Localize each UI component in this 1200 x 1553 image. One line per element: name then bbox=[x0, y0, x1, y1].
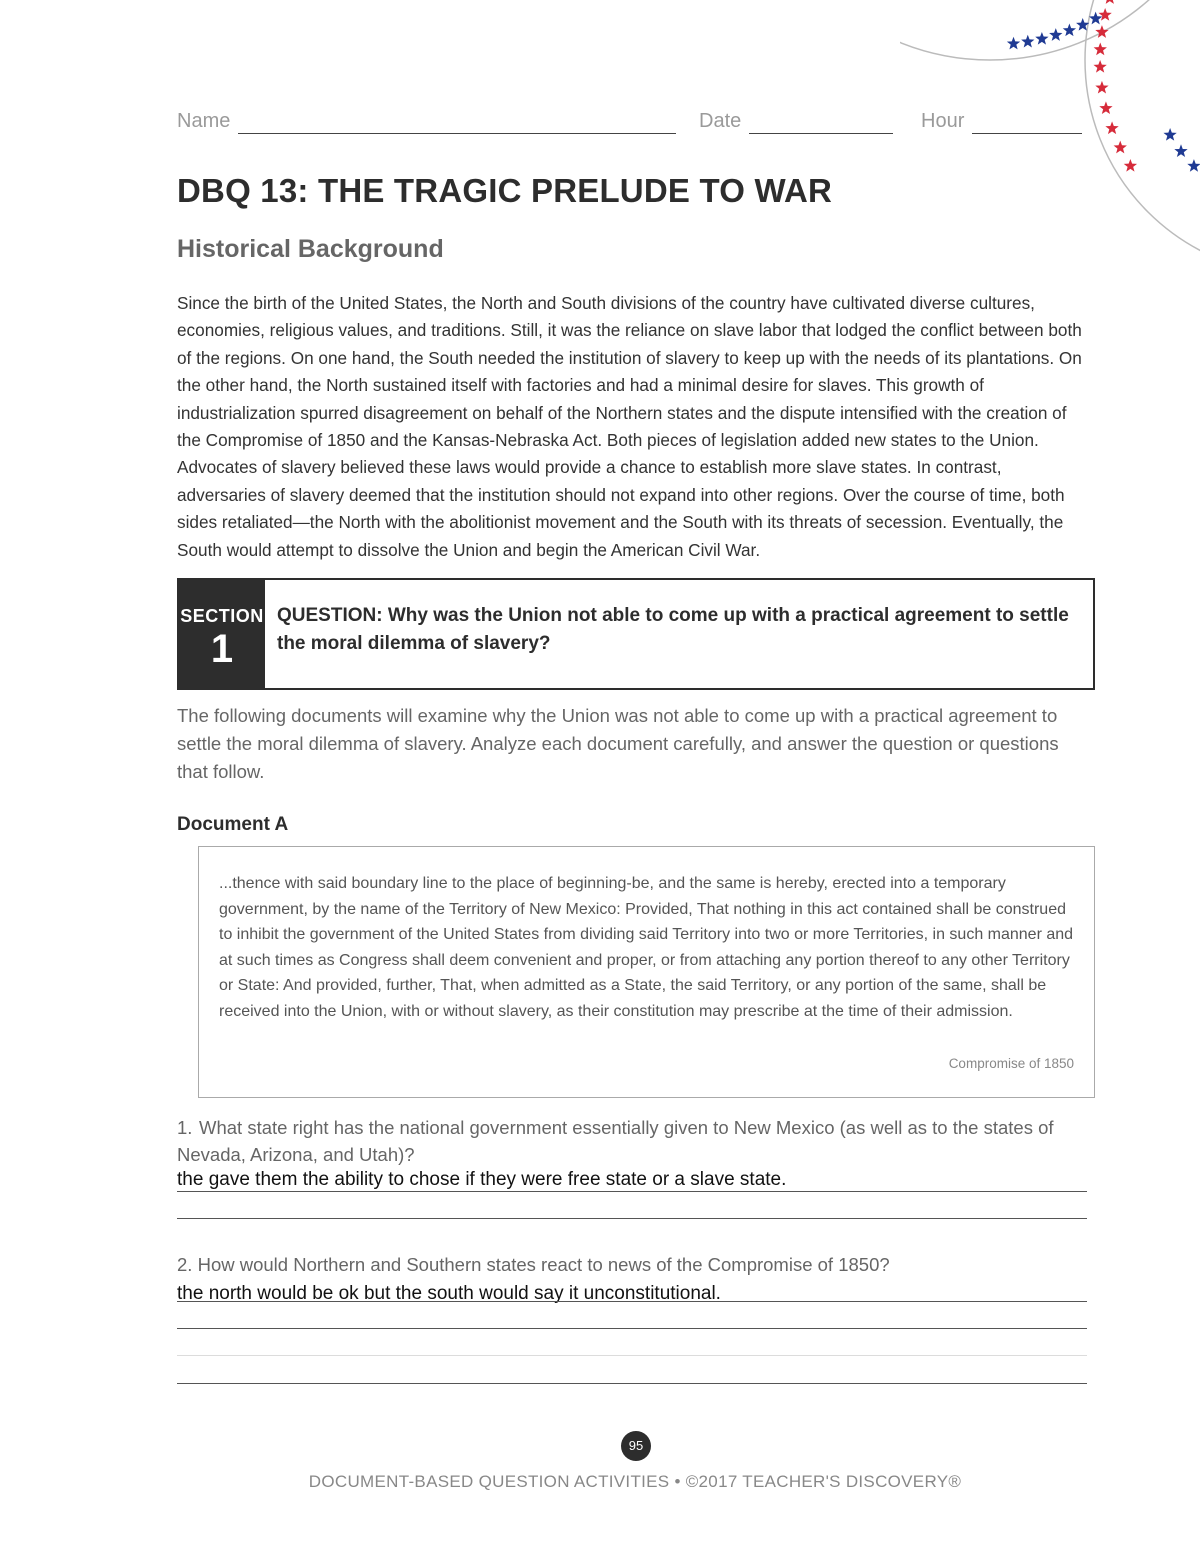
page-title: DBQ 13: THE TRAGIC PRELUDE TO WAR bbox=[177, 172, 833, 209]
star-icon bbox=[1094, 43, 1107, 56]
section-number: 1 bbox=[210, 627, 234, 671]
star-icon bbox=[1099, 101, 1112, 114]
star-icon bbox=[1063, 24, 1076, 37]
star-icon bbox=[1035, 32, 1048, 45]
section-question: QUESTION: Why was the Union not able to come up with a practical agreement to settle the moral dilemma of slavery? bbox=[277, 605, 1069, 654]
answer-1-line-2[interactable] bbox=[177, 1218, 1087, 1219]
hour-line[interactable] bbox=[972, 110, 1082, 134]
name-label: Name bbox=[177, 110, 231, 132]
star-icon bbox=[1124, 159, 1137, 172]
question-1-text: What state right has the national government essentially given to New Mexico (as well as to the states of Nevada, Arizona, and Utah)? bbox=[177, 1117, 1054, 1165]
star-icon bbox=[1114, 141, 1127, 154]
star-icon bbox=[1049, 28, 1062, 41]
question-2 bbox=[177, 1251, 890, 1278]
answer-2-line-4[interactable] bbox=[177, 1383, 1087, 1384]
section-word: SECTION bbox=[180, 606, 264, 626]
section-tab bbox=[179, 580, 265, 688]
star-icon bbox=[1187, 159, 1200, 172]
star-icon bbox=[1093, 60, 1106, 73]
date-line[interactable] bbox=[749, 110, 893, 134]
footer-text: DOCUMENT-BASED QUESTION ACTIVITIES • ©2017 TEACHER'S DISCOVERY® bbox=[308, 1472, 962, 1491]
star-icon bbox=[1105, 121, 1118, 134]
hour-label: Hour bbox=[921, 110, 965, 132]
document-a-source: Compromise of 1850 bbox=[948, 1056, 1074, 1071]
question-1 bbox=[177, 1114, 1087, 1168]
star-icon bbox=[1021, 35, 1034, 48]
stars-decoration bbox=[900, 0, 1200, 300]
document-a-text: ...thence with said boundary line to the place of beginning-be, and the same is hereby, erected into a temporary government, by the name of the Territory of New Mexico: Provided, That nothing in this act contained shall be construed to inhibit the government of the United States from dividing said Territory into two or more Territories, in such manner and at such times as Congress shall deem convenient and proper, or from attaching any portion thereof to any other Territory or State: And provided, further, That, when admitted as a State, the said Territory, or any portion of the same, shall be received into the Union, with or without slavery, as their constitution may prescribe at the time of their admission. bbox=[219, 875, 1074, 1020]
star-icon bbox=[1174, 144, 1187, 157]
document-a-box bbox=[198, 846, 1095, 1098]
answer-2-line-1[interactable] bbox=[177, 1301, 1087, 1302]
date-label: Date bbox=[699, 110, 742, 132]
question-2-text: How would Northern and Southern states react to news of the Compromise of 1850? bbox=[197, 1254, 890, 1275]
name-field[interactable] bbox=[177, 108, 676, 134]
section-question-box bbox=[177, 578, 1095, 690]
answer-2-line-2[interactable] bbox=[177, 1328, 1087, 1329]
question-2-number: 2. bbox=[177, 1254, 193, 1275]
star-icon bbox=[1095, 81, 1108, 94]
answer-2-line-3[interactable] bbox=[177, 1355, 1087, 1356]
answer-2-text[interactable]: the north would be ok but the south would say it unconstitutional. bbox=[177, 1283, 721, 1304]
answer-1-line-1[interactable] bbox=[177, 1191, 1087, 1192]
background-paragraph: Since the birth of the United States, the North and South divisions of the country have cultivated diverse cultures, economies, religious values, and traditions. Still, it was the reliance on slave labor that lodged the conflict between both of the regions. On one hand, the South needed the institution of slavery to keep up with the needs of its plantations. On the other hand, the North sustained itself with factories and had a minimal desire for slaves. This growth of industrialization spurred disagreement on behalf of the Northern states and the dispute intensified with the creation of the Compromise of 1850 and the Kansas-Nebraska Act. Both pieces of legislation added new states to the Union. Advocates of slavery believed these laws would provide a chance to establish more slave states. In contrast, adversaries of slavery deemed that the institution should not expand into other regions. Over the course of time, both sides retaliated—the North with the abolitionist movement and the South with its threats of secession. Eventually, the South would attempt to dissolve the Union and begin the American Civil War. bbox=[177, 293, 1082, 560]
page-number: 95 bbox=[621, 1431, 651, 1461]
name-line[interactable] bbox=[238, 110, 676, 134]
date-field[interactable] bbox=[699, 108, 893, 134]
page-subtitle: Historical Background bbox=[177, 235, 444, 263]
header-fields bbox=[177, 108, 1087, 138]
intro-paragraph: The following documents will examine why the Union was not able to come up with a practical agreement to settle the moral dilemma of slavery. Analyze each document carefully, and answer the question or questions that follow. bbox=[177, 705, 1059, 782]
document-a-label: Document A bbox=[177, 814, 289, 835]
star-icon bbox=[1098, 8, 1111, 21]
star-icon bbox=[1007, 37, 1020, 50]
question-1-number: 1. bbox=[177, 1117, 193, 1138]
star-icon bbox=[1095, 25, 1108, 38]
star-icon bbox=[1103, 0, 1116, 4]
star-icon bbox=[1163, 128, 1176, 141]
answer-1-text[interactable]: the gave them the ability to chose if they were free state or a slave state. bbox=[177, 1169, 787, 1190]
hour-field[interactable] bbox=[921, 108, 1082, 134]
